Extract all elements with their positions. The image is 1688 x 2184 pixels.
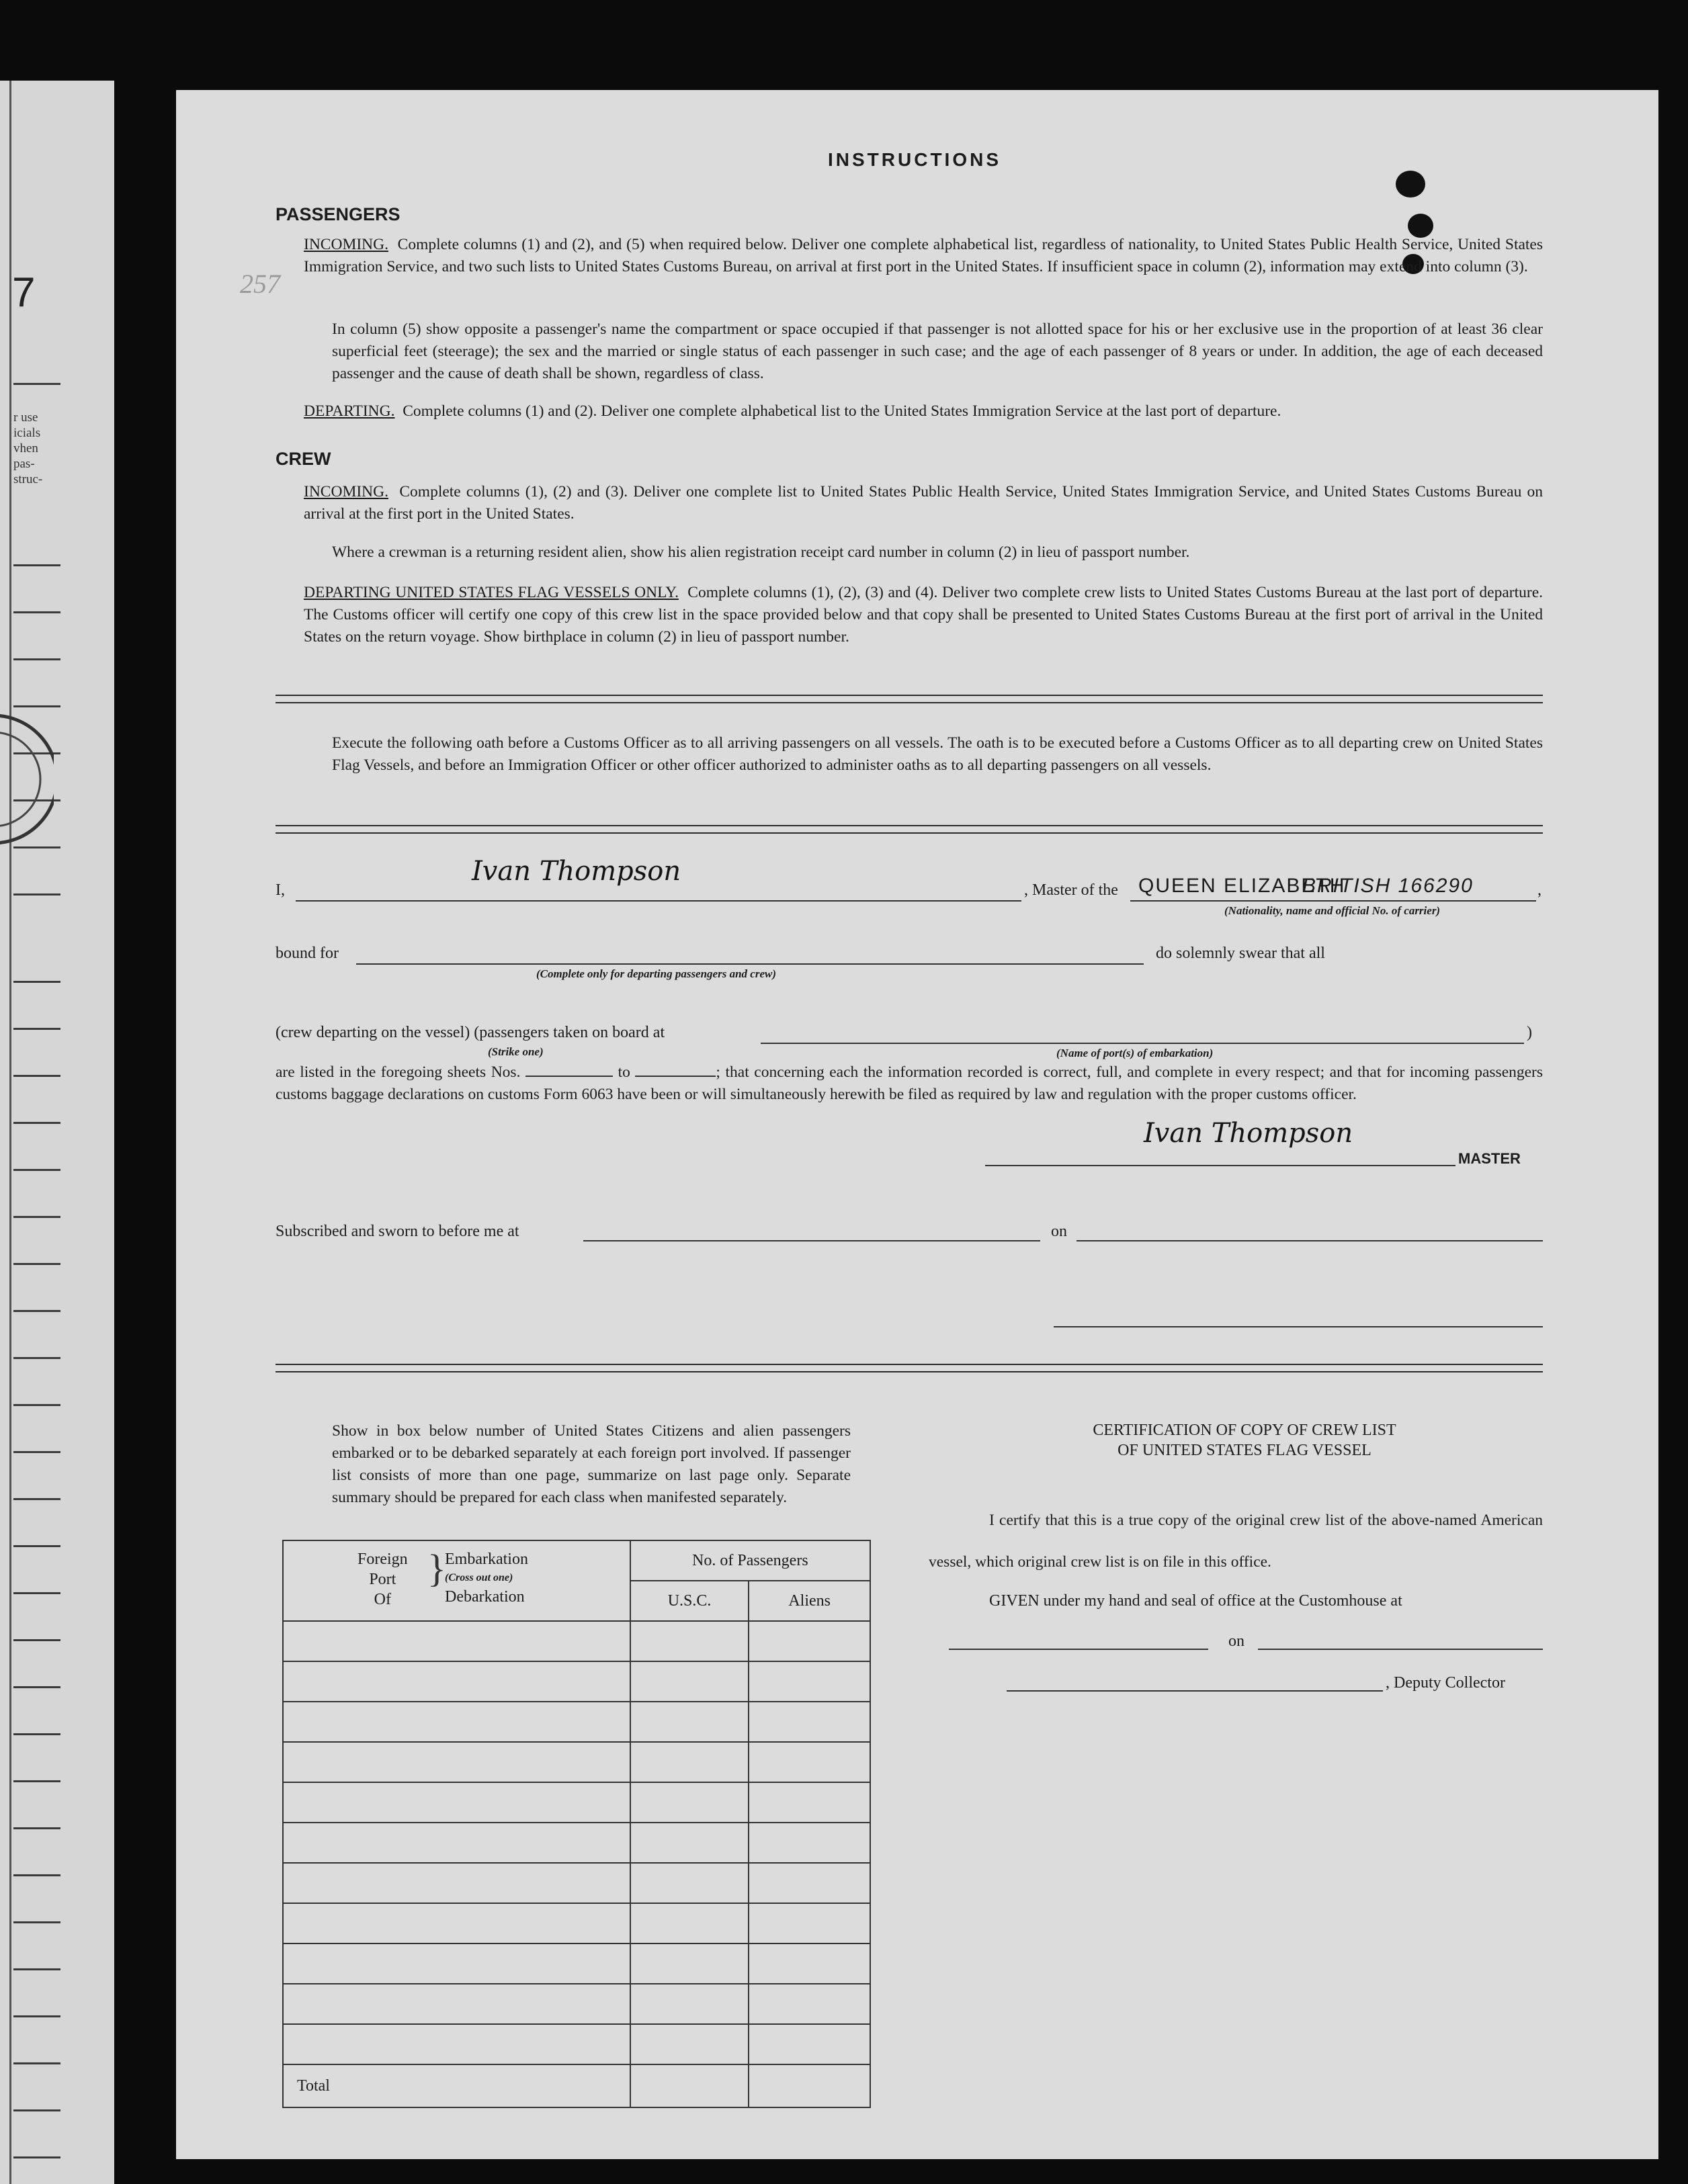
- adjacent-page-strip: [0, 81, 114, 2184]
- deputy-signature-line: [1007, 1690, 1383, 1692]
- table-row: [283, 1661, 870, 1702]
- vessel-nationality-number: BRITISH 166290: [1302, 875, 1474, 897]
- table-row: [283, 1863, 870, 1903]
- table-row: [283, 1943, 870, 1984]
- page-title: INSTRUCTIONS: [828, 149, 1001, 170]
- master-signature: Ivan Thompson: [1144, 1118, 1353, 1149]
- master-signature-line: [985, 1165, 1455, 1166]
- table-row: [283, 1742, 870, 1782]
- table-row: [283, 1984, 870, 2024]
- vessel-name: QUEEN ELIZABETH: [1138, 875, 1346, 897]
- vessel-line: [1130, 900, 1536, 902]
- total-row: [283, 2064, 870, 2107]
- section-divider: [276, 1364, 1543, 1372]
- stamp-fragment-icon: [0, 705, 54, 853]
- ink-blot: [1396, 171, 1436, 212]
- crew-departing-text: (crew departing on the vessel) (passengers taken on board at: [276, 1024, 665, 1041]
- aliens-header-cell: Aliens: [749, 1581, 870, 1621]
- section-divider: [276, 695, 1543, 703]
- given-text: GIVEN under my hand and seal of office at the Customhouse at: [989, 1592, 1402, 1610]
- crew-departing: DEPARTING UNITED STATES FLAG VESSELS ONLY. Complete columns (1), (2), (3) and (4). Deliver two complete crew lists to United States Customs Bureau at the last port of departure. The Customs officer will certify one copy of this crew list in the space provided below and that copy shall be presented to United States Customs Bureau at the first port of arrival in the United States on the return voyage. Show birthplace in column (2) in lieu of passport number.: [304, 584, 1544, 646]
- passengers-heading: PASSENGERS: [276, 204, 400, 224]
- bound-for-label: bound for: [276, 945, 339, 962]
- crew-incoming: INCOMING. Complete columns (1), (2) and (3). Deliver one complete list to United States Public Health Service, United States Immigration Service, and United States Customs Bureau on arrival at the first port in the United States.: [304, 483, 1543, 523]
- total-label: Total: [283, 2064, 630, 2107]
- table-row: [283, 1823, 870, 1863]
- swear-text: do solemnly swear that all: [1156, 945, 1325, 962]
- vessel-caption: (Nationality, name and official No. of carrier): [1224, 904, 1441, 917]
- margin-fragments: r use icials vhen pas- struc-: [13, 410, 43, 486]
- table-row: [283, 1903, 870, 1943]
- certification-date-line: [1258, 1649, 1543, 1650]
- customhouse-line: [949, 1649, 1208, 1650]
- master-name-handwriting: Ivan Thompson: [472, 856, 681, 887]
- oath-intro: Execute the following oath before a Customs Officer as to all arriving passengers on all vessels. The oath is to be executed before a Customs Officer as to all departing crew on United States Flag Vessels, and before an Immigration Officer or other officer authorized to administer oaths as to all departing passengers on all vessels.: [332, 734, 1543, 774]
- certification-on-label: on: [1228, 1632, 1244, 1650]
- crew-alien: Where a crewman is a returning resident alien, show his alien registration receipt card number in column (2) in lieu of passport number.: [332, 543, 1190, 561]
- bound-for-line: [356, 963, 1144, 965]
- certification-title: CERTIFICATION OF COPY OF CREW LIST OF UNITED STATES FLAG VESSEL: [1093, 1422, 1396, 1459]
- officer-signature-line: [1054, 1326, 1543, 1327]
- master-label: MASTER: [1458, 1150, 1521, 1167]
- sheets-statement: are listed in the foregoing sheets Nos. to ; that concerning each the information recorded is correct, full, and complete in every respect; and that for incoming passengers customs baggage declarations on customs Form 6063 have been or will simultaneously herewith be filed as required by law and regulation with the proper customs officer.: [276, 1063, 1544, 1103]
- ports-caption: (Name of port(s) of embarkation): [1056, 1047, 1214, 1059]
- subscribed-place-line: [583, 1240, 1040, 1241]
- ports-line: [761, 1043, 1524, 1044]
- usc-header-cell: U.S.C.: [630, 1581, 749, 1621]
- deputy-collector-label: , Deputy Collector: [1386, 1674, 1505, 1692]
- document-page: INSTRUCTIONS 257 PASSENGERS INCOMING. Complete columns (1) and (2), and (5) when required below. Deliver one complete alphabetical list, regardless of nationality, to United States Public Health Service, United States Immigration Service, and two such lists to United States Customs Bureau, on arrival at first port in the United States. If insufficient space in column (2), information may extend into column (3). In column (5) show opposite a passenger's name the compartment or space occupied if that passenger is not allotted space for his or her exclusive use in the proportion of at least 36 clear superficial feet (steerage); the sex and the married or single status of each passenger in such case; and the age of each passenger of 8 years or under. In addition, the age of each deceased passenger and the cause of death shall be shown, regardless of class. DEPARTING. Complete columns (1) and (2). Deliver one complete alphabetical list to the United States Immigration Service at the last port of departure. CREW INCOMING. Complete columns (1), (2) and (3). Deliver one complete list to United States Public Health Service, United States Immigration Service, and United States Customs Bureau on arrival at the first port in the United States. Where a crewman is a returning resident alien, show his alien registration receipt card number in column (2) in lieu of passport number. DEPARTING UNITED STATES FLAG VESSELS ONLY. Complete columns (1), (2), (3) and (4). Deliver two complete crew lists to United States Customs Bureau at the last port of departure. The Customs officer will certify one copy of this crew list in the space provided below and that copy shall be presented to United States Customs Bureau at the first port of arrival in the United States on the return voyage. Show birthplace in column (2) in lieu of passport number. Execute the following oath before a Customs Officer as to all arriving passengers on all vessels. The oath is to be executed before a Customs Officer as to all departing crew on United States Flag Vessels, and before an Immigration Officer or other officer authorized to administer oaths as to all departing passengers on all vessels. I, Ivan Thompson , Master of the QUEEN ELIZABETH BRITISH 166290 , (Nationality, name and official No. of carrier) bound for (Complete only for departing passengers and crew) do solemnly swear that all (crew departing on the vessel) (passengers taken on board at (Strike one) ) (Name of port(s) of embarkation) are listed in the foregoing sheets Nos. to ; that concerning each the information recorded is correct, full, and complete in every respect; and that for incoming passengers customs baggage declarations on customs Form 6063 have been or will simultaneously herewith be filed as required by law and regulation with the proper customs officer. Ivan Thompson MASTER Subscribed and sworn to before me at on Show in box below number of United States Citizens and alien passengers embarked or to be debarked separately at each foreign port involved. If passenger list consists of more than one page, summarize on last page only. Separate summary should be prepared for each class when manifested separately. Foreign Port Of } Embarkation (Cross out one) Debarkation No. of Passengers U.S.C. Aliens Total CERTIFICATION OF COPY OF CREW LIST OF UNITED STATES FLAG VESSEL I certify that this is a true copy of the original crew list of the above-named American vessel, which original crew list is on file in this office. GIVEN under my hand and seal of office at the Customhouse at on , Deputy Collector: [176, 90, 1658, 2159]
- passengers-column5: In column (5) show opposite a passenger's name the compartment or space occupied if that passenger is not allotted space for his or her exclusive use in the proportion of at least 36 clear superficial feet (steerage); the sex and the married or single status of each passenger in such case; and the age of each passenger of 8 years or under. In addition, the age of each deceased passenger and the cause of death shall be shown, regardless of class.: [332, 320, 1543, 382]
- section-divider: [276, 825, 1543, 834]
- subscribed-on-label: on: [1051, 1223, 1067, 1240]
- subscribed-date-line: [1077, 1240, 1543, 1241]
- summary-instructions: Show in box below number of United States Citizens and alien passengers embarked or to be debarked separately at each foreign port involved. If passenger list consists of more than one page, summarize on last page only. Separate summary should be prepared for each class when manifested separately.: [332, 1422, 851, 1506]
- master-of-label: , Master of the: [1024, 881, 1118, 899]
- passengers-header-cell: No. of Passengers: [630, 1540, 870, 1581]
- master-name-line: [296, 900, 1021, 902]
- strike-caption: (Strike one): [488, 1045, 544, 1058]
- passenger-summary-table: [282, 1540, 871, 2108]
- table-row: [283, 1621, 870, 1661]
- table-row: [283, 1782, 870, 1823]
- passengers-incoming: INCOMING. Complete columns (1) and (2), and (5) when required below. Deliver one complete alphabetical list, regardless of nationality, to United States Public Health Service, United States Immigration Service, and two such lists to United States Customs Bureau, on arrival at first port in the United States. If insufficient space in column (2), information may extend into column (3).: [304, 236, 1544, 275]
- passengers-departing: DEPARTING. Complete columns (1) and (2). Deliver one complete alphabetical list to the United States Immigration Service at the last port of departure.: [304, 402, 1281, 420]
- crew-heading: CREW: [276, 449, 331, 469]
- table-row: [283, 1702, 870, 1742]
- certification-text: I certify that this is a true copy of the original crew list of the above-named American vessel, which original crew list is on file in this office.: [929, 1512, 1543, 1571]
- bound-for-caption: (Complete only for departing passengers and crew): [536, 967, 776, 980]
- oath-i-label: I,: [276, 881, 285, 899]
- table-row: [283, 2024, 870, 2064]
- embarkation-header-cell: Foreign Port Of } Embarkation (Cross out one) Debarkation: [283, 1540, 630, 1621]
- subscribed-label: Subscribed and sworn to before me at: [276, 1223, 519, 1240]
- margin-numeral: 7: [12, 269, 36, 316]
- faint-page-number: 257: [240, 269, 280, 299]
